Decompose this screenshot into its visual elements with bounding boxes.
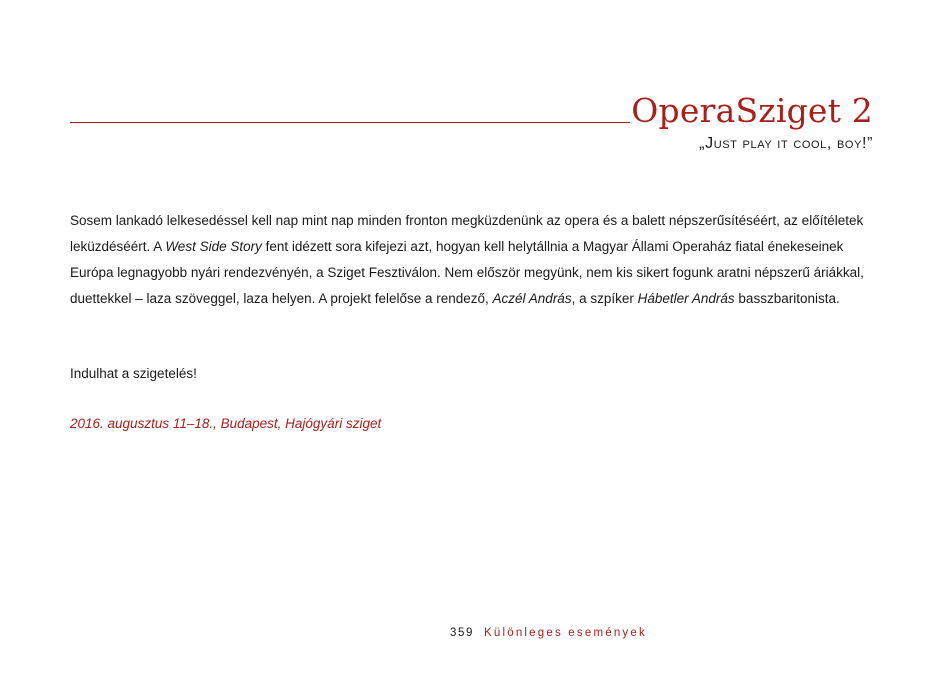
- body-paragraph: [70, 208, 885, 312]
- body-text-1: Sosem lankadó lelkesedéssel kell nap mint nap minden fronton megküzdenünk az opera és a balett népszerűsítéséért, az előítéletek leküzdéséért. A: [70, 213, 864, 254]
- body-emphasis-2: Aczél András: [492, 291, 572, 306]
- title-rule: [70, 122, 630, 123]
- body-text-4: basszbaritonista.: [734, 291, 840, 306]
- page-subtitle: „Just play it cool, boy!”: [699, 135, 873, 152]
- body-text-3: , a szpíker: [571, 291, 638, 306]
- body-emphasis-1: West Side Story: [165, 239, 262, 254]
- event-date-location: 2016. augusztus 11–18., Budapest, Hajógyári sziget: [70, 416, 382, 431]
- body-text-2: fent idézett sora kifejezi azt, hogyan kell helytállnia a Magyar Állami Operaház fiatal énekeseinek Európa legnagyobb nyári rendezvényén, a Sziget Fesztiválon. Nem először megyünk, nem kis sikert fogunk aratni népszerű áriákkal, duettekkel – laza szöveggel, laza helyen. A projekt felelőse a rendező,: [70, 239, 864, 306]
- page-footer: [450, 627, 647, 639]
- body-emphasis-3: Hábetler András: [637, 291, 735, 306]
- page-title: OperaSziget 2: [631, 91, 873, 130]
- closing-paragraph: Indulhat a szigetelés!: [70, 366, 197, 381]
- section-title: Különleges események: [484, 627, 647, 639]
- page-number: 359: [450, 627, 474, 639]
